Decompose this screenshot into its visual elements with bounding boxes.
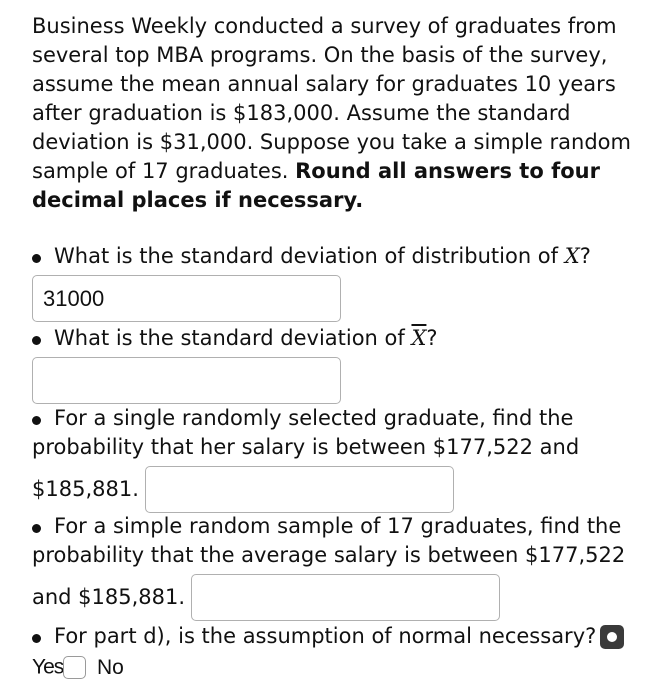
question-5-text — [32, 622, 637, 651]
variable-x-bar: $\overline{X}$ — [411, 326, 427, 350]
question-3-line-3 — [32, 466, 637, 513]
question-5-label: For part d), is the assumption of normal necessary? — [54, 624, 597, 648]
problem-intro — [32, 12, 637, 215]
answer-input-1[interactable] — [32, 275, 341, 322]
answer-input-3[interactable] — [145, 466, 454, 513]
question-2-prefix: What is the standard deviation of — [54, 326, 412, 350]
question-4-line-2: probability that the average salary is between $177,522 — [32, 543, 626, 567]
question-4-line-3-text: and $185,881. — [32, 585, 186, 609]
question-4-line-1: For a simple random sample of 17 graduates, find the — [32, 512, 637, 541]
question-3-line-1: For a single randomly selected graduate, find the — [32, 404, 637, 433]
yes-option-label: Yes — [32, 655, 64, 679]
question-1-text — [32, 242, 637, 271]
no-option-label: No — [96, 655, 124, 679]
intro-text: Business Weekly conducted a survey of graduates from several top MBA programs. On the basis of the survey, assume the mean annual salary for graduates 10 years after graduation is $183,000. Assume the standard deviation is $31,000. Suppose you take a simple random sample of 17 graduates. — [32, 14, 631, 183]
checkbox-icon[interactable] — [63, 656, 86, 679]
question-2-suffix: ? — [426, 326, 438, 350]
question-3 — [32, 404, 637, 513]
question-4 — [32, 512, 637, 621]
answer-input-4[interactable] — [191, 574, 500, 621]
question-3-line-3-text: $185,881. — [32, 477, 139, 501]
question-1-suffix: ? — [579, 244, 591, 268]
question-1-prefix: What is the standard deviation of distribution of — [54, 244, 565, 268]
yes-no-options — [32, 652, 637, 682]
problem-page — [32, 12, 637, 679]
question-2 — [32, 324, 637, 404]
question-3-line-2: probability that her salary is between $177,522 and — [32, 435, 580, 459]
answer-input-2[interactable] — [32, 357, 341, 404]
question-1 — [32, 242, 637, 322]
question-4-line-3 — [32, 574, 637, 621]
intro-bold-instruction: Round all answers to four decimal places if necessary. — [32, 159, 600, 212]
radio-selected-icon[interactable] — [600, 625, 624, 649]
question-5 — [32, 622, 637, 682]
question-2-text — [32, 324, 637, 353]
variable-x: X — [564, 244, 580, 268]
